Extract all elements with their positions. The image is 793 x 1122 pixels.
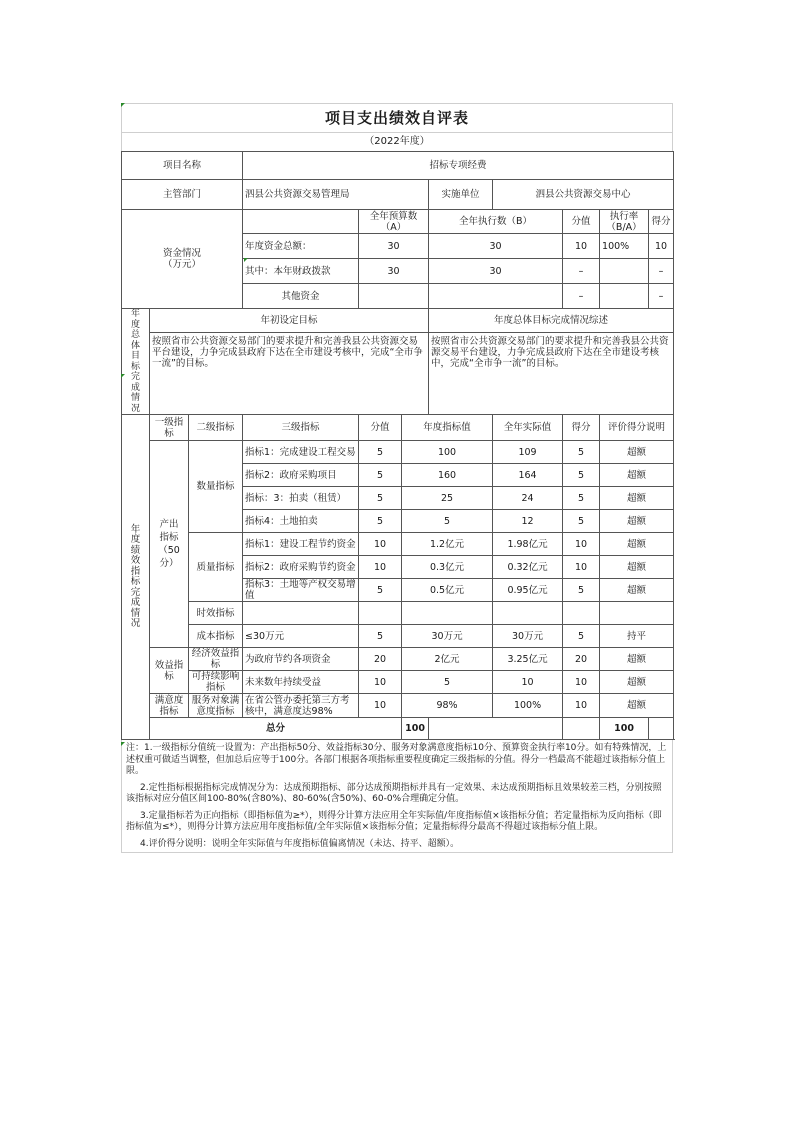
funds-header-score-value: 分值 [563, 210, 600, 234]
empty-cell [563, 602, 600, 625]
economic-score: 20 [563, 648, 600, 671]
quality-target: 0.3亿元 [402, 556, 493, 579]
evaluation-sheet [121, 103, 673, 853]
cost-name: ≤30万元 [243, 625, 359, 648]
empty-cell [243, 602, 359, 625]
output-label [150, 441, 189, 648]
quantity-score-value: 5 [359, 487, 402, 510]
note-item: 3.定量指标若为正向指标（即指标值为≥*），则得分计算方法应用全年实际值/年度指标值×该指标分值；若定量指标为反向指标（即指标值为≤*），则得分计算方法应用年度指标值/全年实际值×该指标分值；定量指标得分最高不得超过该指标分值上限。 [126, 810, 662, 832]
funds-row-label: 年度资金总额： [243, 234, 359, 259]
economic-name: 为政府节约各项资金 [243, 648, 359, 671]
note-item: 2.定性指标根据指标完成情况分为：达成预期指标、部分达成预期指标并具有一定效果、未达成预期指标且效果较差三档，分别按照该指标对应分值区间100-80%(含80%)、80-60%(含50%)、60-0%合理确定分值。 [126, 782, 662, 804]
funds-header-rate: 执行率（B/A） [600, 210, 649, 234]
economic-score-value: 20 [359, 648, 402, 671]
funds-row-executed: 30 [429, 259, 563, 284]
quantity-score: 5 [563, 441, 600, 464]
funds-row-score: – [649, 259, 674, 284]
service-label: 服务对象满意度指标 [189, 694, 243, 718]
quantity-name: 指标：3：拍卖（租赁） [243, 487, 359, 510]
quantity-actual: 24 [493, 487, 563, 510]
satisfaction-actual: 100% [493, 694, 563, 718]
sustain-label: 可持续影响指标 [189, 671, 243, 694]
quantity-score: 5 [563, 487, 600, 510]
perf-header-level2: 二级指标 [189, 415, 243, 441]
output-label-text: 产出指标（50分） [158, 519, 180, 569]
sustain-score: 10 [563, 671, 600, 694]
quantity-target: 100 [402, 441, 493, 464]
sustain-name: 未来数年持续受益 [243, 671, 359, 694]
quantity-score: 5 [563, 510, 600, 533]
cost-score-value: 5 [359, 625, 402, 648]
funds-row-budget: 30 [359, 259, 429, 284]
cell-marker-icon [121, 742, 125, 746]
funds-row-rate [600, 259, 649, 284]
funds-header-executed: 全年执行数（B） [429, 210, 563, 234]
quantity-target: 5 [402, 510, 493, 533]
quantity-score-value: 5 [359, 510, 402, 533]
note-item: 4.评价得分说明：说明全年实际值与年度指标值偏离情况（未达、持平、超额）。 [140, 838, 460, 849]
cost-actual: 30万元 [493, 625, 563, 648]
year-subtitle: （2022年度） [121, 132, 673, 151]
dept-label: 主管部门 [122, 180, 243, 210]
funds-header-blank [243, 210, 359, 234]
funds-row-label: 其中：本年财政拨款 [243, 259, 359, 284]
funds-label: 资金情况 （万元） [122, 210, 243, 309]
quantity-target: 160 [402, 464, 493, 487]
economic-target: 2亿元 [402, 648, 493, 671]
quantity-actual: 109 [493, 441, 563, 464]
sustain-target: 5 [402, 671, 493, 694]
page-title: 项目支出绩效自评表 [121, 103, 673, 132]
project-name-label: 项目名称 [122, 152, 243, 180]
goals-initial-text: 按照省市公共资源交易部门的要求提升和完善我县公共资源交易平台建设，力争完成县政府下达在全市建设考核中，完成“全市争一流”的目标。 [150, 333, 429, 415]
economic-note: 超额 [600, 648, 674, 671]
perf-label-text: 年度绩效指标完成情况 [130, 523, 141, 629]
goals-initial-header: 年初设定目标 [150, 309, 429, 333]
funds-row-budget [359, 284, 429, 309]
quantity-name: 指标1：完成建设工程交易 [243, 441, 359, 464]
quantity-score: 5 [563, 464, 600, 487]
economic-label: 经济效益指标 [189, 648, 243, 671]
quality-note: 超额 [600, 556, 674, 579]
funds-row-executed [429, 284, 563, 309]
economic-actual: 3.25亿元 [493, 648, 563, 671]
quality-score-value: 10 [359, 556, 402, 579]
quality-score-value: 10 [359, 533, 402, 556]
cell-marker-icon [121, 103, 125, 107]
goals-label-text: 年度总体目标完成情况 [130, 309, 140, 414]
perf-header-note: 评价得分说明 [600, 415, 674, 441]
funds-row-score-value: – [563, 284, 600, 309]
empty-cell [649, 718, 674, 740]
cost-target: 30万元 [402, 625, 493, 648]
empty-cell [563, 718, 600, 740]
quality-actual: 1.98亿元 [493, 533, 563, 556]
quality-actual: 0.95亿元 [493, 579, 563, 602]
quality-target: 1.2亿元 [402, 533, 493, 556]
perf-header-level1: 一级指标 [150, 415, 189, 441]
quality-score: 10 [563, 533, 600, 556]
empty-cell [493, 602, 563, 625]
timeliness-label: 时效指标 [189, 602, 243, 625]
quality-name: 指标2：政府采购节约资金 [243, 556, 359, 579]
cost-label: 成本指标 [189, 625, 243, 648]
sustain-actual: 10 [493, 671, 563, 694]
quantity-score-value: 5 [359, 441, 402, 464]
dept-value: 泗县公共资源交易管理局 [243, 180, 429, 210]
notes-section [121, 740, 673, 853]
quantity-target: 25 [402, 487, 493, 510]
funds-row-executed: 30 [429, 234, 563, 259]
quantity-note: 超额 [600, 510, 674, 533]
funds-row-rate: 100% [600, 234, 649, 259]
sustain-note: 超额 [600, 671, 674, 694]
quality-score: 10 [563, 556, 600, 579]
quantity-actual: 12 [493, 510, 563, 533]
empty-cell [600, 602, 674, 625]
funds-row-budget: 30 [359, 234, 429, 259]
funds-row-score: 10 [649, 234, 674, 259]
perf-header-actual: 全年实际值 [493, 415, 563, 441]
quality-name: 指标3：土地等产权交易增值 [243, 579, 359, 602]
unit-label: 实施单位 [429, 180, 493, 210]
total-label: 总分 [150, 718, 402, 740]
perf-header-score: 得分 [563, 415, 600, 441]
goals-label [122, 309, 150, 415]
funds-row-rate [600, 284, 649, 309]
benefit-label: 效益指标 [150, 648, 189, 694]
perf-header-target: 年度指标值 [402, 415, 493, 441]
cell-marker-icon [244, 258, 248, 262]
funds-header-score: 得分 [649, 210, 674, 234]
quality-note: 超额 [600, 579, 674, 602]
quantity-score-value: 5 [359, 464, 402, 487]
evaluation-table [121, 151, 674, 740]
perf-label [122, 415, 150, 740]
satisfaction-score: 10 [563, 694, 600, 718]
empty-cell [359, 602, 402, 625]
funds-row-label: 其他资金 [243, 284, 359, 309]
quantity-note: 超额 [600, 441, 674, 464]
project-name-value: 招标专项经费 [243, 152, 674, 180]
quality-target: 0.5亿元 [402, 579, 493, 602]
funds-row-score: – [649, 284, 674, 309]
quality-label: 质量指标 [189, 533, 243, 602]
quality-actual: 0.32亿元 [493, 556, 563, 579]
unit-value: 泗县公共资源交易中心 [493, 180, 674, 210]
quantity-name: 指标4：土地拍卖 [243, 510, 359, 533]
quantity-label: 数量指标 [189, 441, 243, 533]
total-score: 100 [600, 718, 649, 740]
quantity-note: 超额 [600, 487, 674, 510]
empty-cell [429, 718, 563, 740]
goals-completion-text: 按照省市公共资源交易部门的要求提升和完善我县公共资源交易平台建设，力争完成县政府下达在全市建设考核中，完成“全市争一流”的目标。 [429, 333, 674, 415]
quantity-name: 指标2：政府采购项目 [243, 464, 359, 487]
perf-header-score-value: 分值 [359, 415, 402, 441]
funds-row-score-value: – [563, 259, 600, 284]
quantity-note: 超额 [600, 464, 674, 487]
satisfaction-name: 在省公管办委托第三方考核中，满意度达98% [243, 694, 359, 718]
funds-header-budget: 全年预算数（A） [359, 210, 429, 234]
satisfaction-note: 超额 [600, 694, 674, 718]
sustain-score-value: 10 [359, 671, 402, 694]
cell-marker-icon [121, 374, 125, 378]
quantity-actual: 164 [493, 464, 563, 487]
total-score-value: 100 [402, 718, 429, 740]
empty-cell [402, 602, 493, 625]
quality-name: 指标1：建设工程节约资金 [243, 533, 359, 556]
satisfaction-label: 满意度指标 [150, 694, 189, 718]
quality-score: 5 [563, 579, 600, 602]
cost-note: 持平 [600, 625, 674, 648]
quality-score-value: 5 [359, 579, 402, 602]
satisfaction-target: 98% [402, 694, 493, 718]
perf-header-level3: 三级指标 [243, 415, 359, 441]
funds-row-score-value: 10 [563, 234, 600, 259]
quality-note: 超额 [600, 533, 674, 556]
note-item: 注：1.一级指标分值统一设置为：产出指标50分、效益指标30分、服务对象满意度指标10分、预算资金执行率10分。如有特殊情况，上述权重可做适当调整，但加总后应等于100分。各部门根据各项指标重要程度确定三级指标的分值。得分一档最高不能超过该指标分值上限。 [126, 743, 667, 776]
cost-score: 5 [563, 625, 600, 648]
goals-completion-header: 年度总体目标完成情况综述 [429, 309, 674, 333]
satisfaction-score-value: 10 [359, 694, 402, 718]
